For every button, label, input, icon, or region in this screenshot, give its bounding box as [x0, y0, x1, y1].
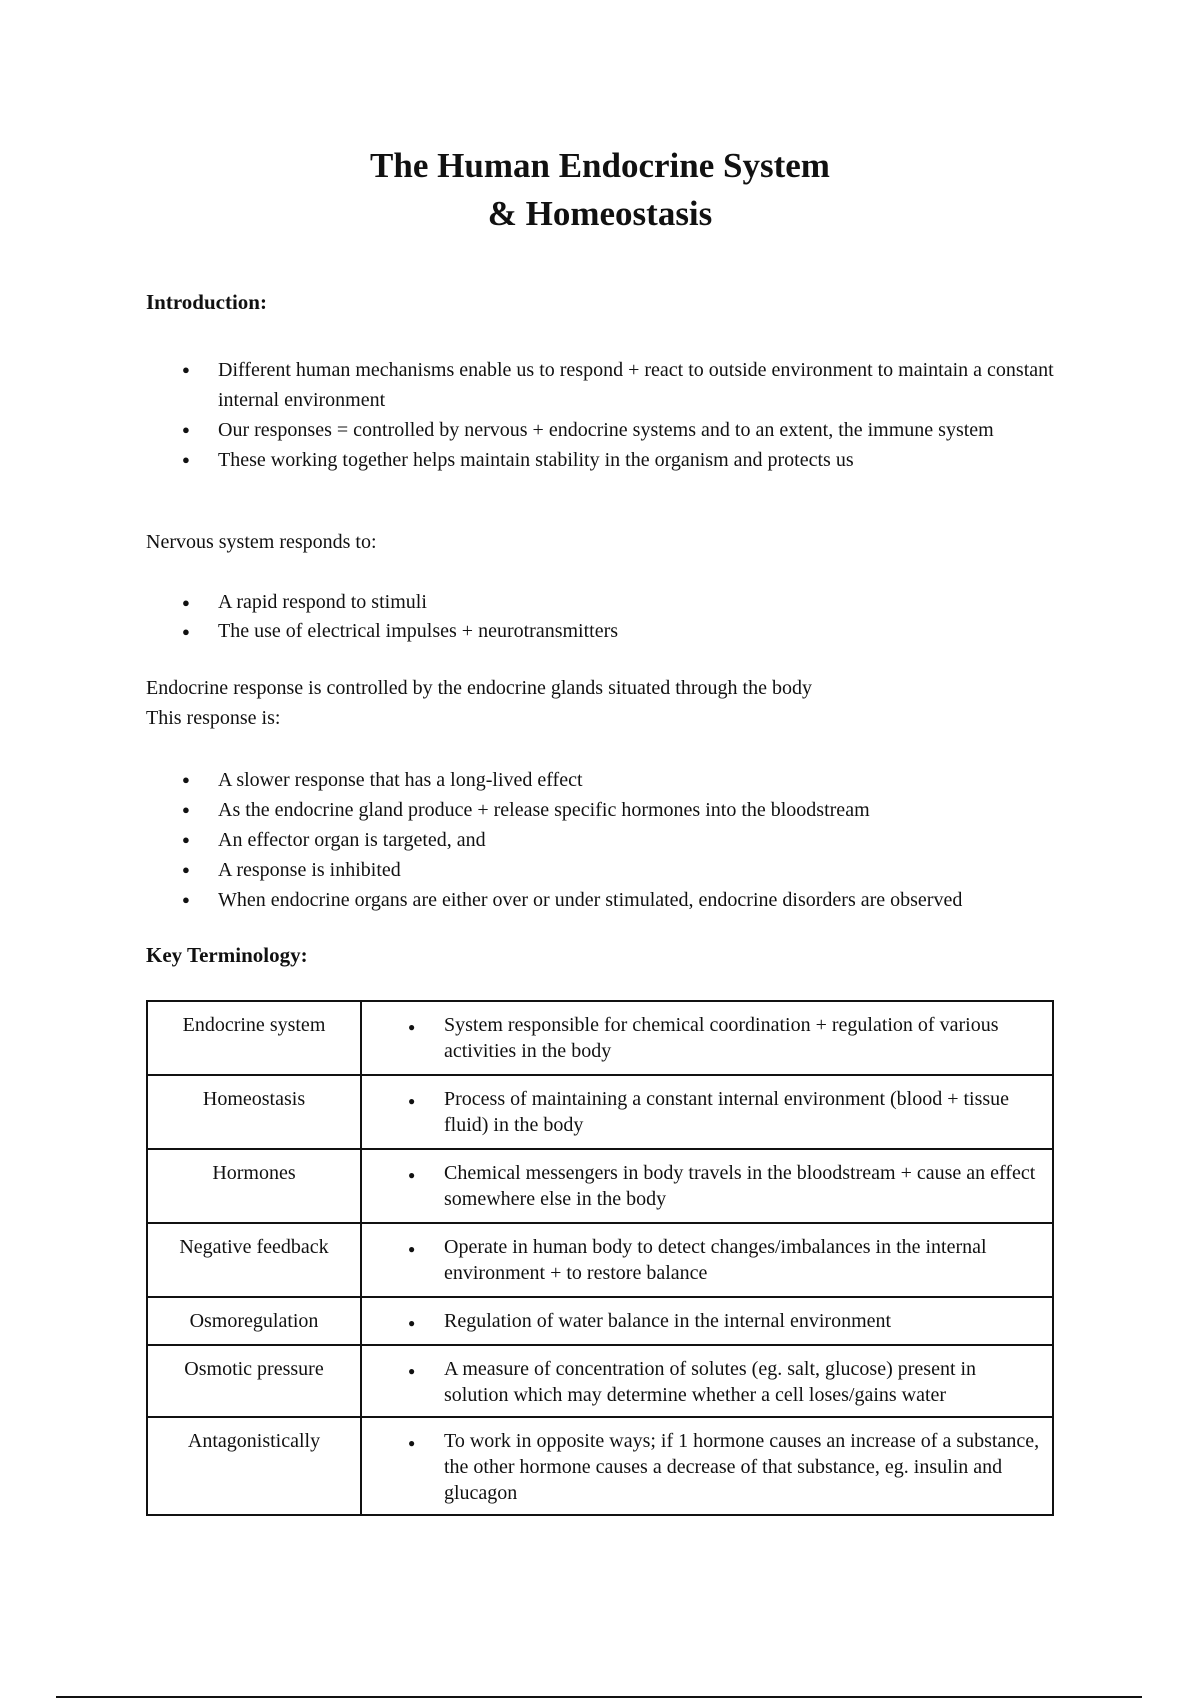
definition-cell: ● Process of maintaining a constant internal environment (blood + tissue fluid) in the body	[361, 1075, 1053, 1149]
footer-divider	[56, 1696, 1142, 1698]
list-item: ● The use of electrical impulses + neurotransmitters	[146, 617, 1061, 646]
page-title	[0, 142, 1200, 238]
term-cell: Osmoregulation	[147, 1297, 361, 1345]
term-cell: Hormones	[147, 1149, 361, 1223]
key-terminology-table	[146, 1000, 1054, 1516]
list-item: ● Our responses = controlled by nervous + endocrine systems and to an extent, the immune system	[146, 415, 1061, 445]
list-item: ● Different human mechanisms enable us to respond + react to outside environment to maintain a constant internal environment	[146, 355, 1061, 415]
introduction-bullet-list	[146, 355, 1061, 475]
table-row	[147, 1223, 1053, 1297]
definition-cell: ● Operate in human body to detect changes/imbalances in the internal environment + to restore balance	[361, 1223, 1053, 1297]
definition-cell: ● A measure of concentration of solutes (eg. salt, glucose) present in solution which may determine whether a cell loses/gains water	[361, 1345, 1053, 1417]
definition-cell: ● To work in opposite ways; if 1 hormone causes an increase of a substance, the other hormone causes a decrease of that substance, eg. insulin and glucagon	[361, 1417, 1053, 1515]
term-cell: Negative feedback	[147, 1223, 361, 1297]
key-terminology-heading: Key Terminology:	[146, 943, 308, 967]
page-title-line-2: & Homeostasis	[487, 194, 713, 233]
endocrine-lead-line-1: Endocrine response is controlled by the endocrine glands situated through the body	[146, 677, 812, 699]
table-row	[147, 1345, 1053, 1417]
list-item: ● A slower response that has a long-lived effect	[146, 765, 1061, 795]
term-cell: Antagonistically	[147, 1417, 361, 1515]
table-row	[147, 1075, 1053, 1149]
nervous-system-bullet-list	[146, 588, 1061, 646]
definition-cell: ● Chemical messengers in body travels in the bloodstream + cause an effect somewhere else in the body	[361, 1149, 1053, 1223]
list-item: ● A response is inhibited	[146, 855, 1061, 885]
definition-cell: ● Regulation of water balance in the internal environment	[361, 1297, 1053, 1345]
endocrine-lead-line-2: This response is:	[146, 707, 281, 729]
term-cell: Osmotic pressure	[147, 1345, 361, 1417]
table-row	[147, 1149, 1053, 1223]
endocrine-response-lead	[146, 673, 812, 733]
term-cell: Endocrine system	[147, 1001, 361, 1075]
table-row	[147, 1001, 1053, 1075]
term-cell: Homeostasis	[147, 1075, 361, 1149]
introduction-heading: Introduction:	[146, 290, 267, 314]
list-item: ● When endocrine organs are either over or under stimulated, endocrine disorders are observed	[146, 885, 1061, 915]
page-title-line-1: The Human Endocrine System	[370, 146, 830, 185]
list-item: ● These working together helps maintain stability in the organism and protects us	[146, 445, 1061, 475]
list-item: ● As the endocrine gland produce + release specific hormones into the bloodstream	[146, 795, 1061, 825]
endocrine-response-bullet-list	[146, 765, 1061, 915]
table-row	[147, 1297, 1053, 1345]
nervous-system-lead: Nervous system responds to:	[146, 531, 377, 553]
table-row	[147, 1417, 1053, 1515]
definition-cell: ● System responsible for chemical coordination + regulation of various activities in the body	[361, 1001, 1053, 1075]
list-item: ● An effector organ is targeted, and	[146, 825, 1061, 855]
list-item: ● A rapid respond to stimuli	[146, 588, 1061, 617]
